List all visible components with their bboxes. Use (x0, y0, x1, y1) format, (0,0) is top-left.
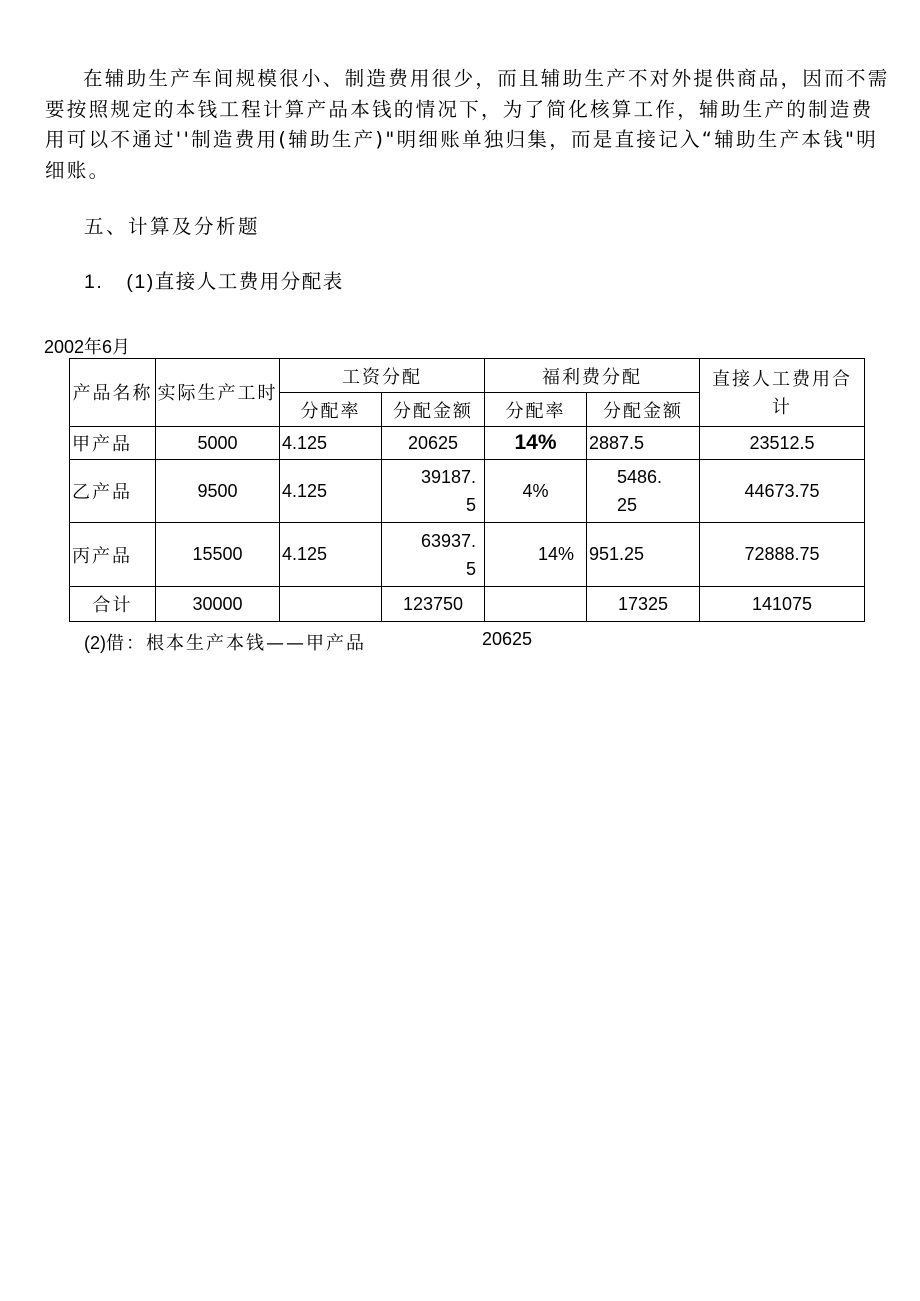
journal-amount: 20625 (482, 629, 533, 649)
question-number: 1. (84, 271, 104, 293)
row-wage-rate: 4.125 (280, 523, 382, 587)
row-welfare-rate: 4% (485, 460, 587, 523)
header-welfare-rate: 分配率 (485, 393, 587, 427)
header-welfare-amount: 分配金额 (587, 393, 700, 427)
header-actual-hours: 实际生产工时 (156, 359, 280, 427)
journal-entry (84, 629, 533, 655)
row-welfare-rate: 14% (485, 523, 587, 587)
table-row (70, 427, 865, 460)
question-part: (1) (126, 271, 155, 293)
row-total: 23512.5 (700, 427, 865, 460)
row-product-name: 甲产品 (70, 427, 156, 460)
total-welfare-amount: 17325 (587, 587, 700, 622)
question-heading (84, 266, 344, 294)
row-wage-rate: 4.125 (280, 427, 382, 460)
header-wage-amount: 分配金额 (382, 393, 485, 427)
total-wage-amount: 123750 (382, 587, 485, 622)
header-total: 直接人工费用合计 (700, 359, 865, 427)
total-grand: 141075 (700, 587, 865, 622)
total-hours: 30000 (156, 587, 280, 622)
question-title: 直接人工费用分配表 (154, 270, 344, 293)
row-wage-rate: 4.125 (280, 460, 382, 523)
row-total: 72888.75 (700, 523, 865, 587)
row-welfare-rate: 14% (485, 427, 587, 460)
row-total: 44673.75 (700, 460, 865, 523)
total-wage-rate-empty (280, 587, 382, 622)
row-wage-amount: 20625 (382, 427, 485, 460)
row-product-name: 乙产品 (70, 460, 156, 523)
table-row (70, 460, 865, 523)
total-label: 合计 (70, 587, 156, 622)
header-product-name: 产品名称 (70, 359, 156, 427)
row-welfare-amount: 951.25 (587, 523, 700, 587)
header-wage-allocation: 工资分配 (280, 359, 485, 393)
header-wage-rate: 分配率 (280, 393, 382, 427)
section-heading: 五、计算及分析题 (84, 215, 261, 238)
row-welfare-amount: 2887.5 (587, 427, 700, 460)
row-product-name: 丙产品 (70, 523, 156, 587)
row-hours: 5000 (156, 427, 280, 460)
table-row (70, 523, 865, 587)
table-date: 2002年6月 (44, 337, 131, 357)
row-wage-amount: 39187.5 (382, 460, 485, 523)
table-total-row (70, 587, 865, 622)
labor-allocation-table (69, 358, 865, 622)
row-wage-amount: 63937.5 (382, 523, 485, 587)
row-hours: 9500 (156, 460, 280, 523)
row-hours: 15500 (156, 523, 280, 587)
total-welfare-rate-empty (485, 587, 587, 622)
journal-part: (2) (84, 633, 106, 653)
row-welfare-amount: 5486.25 (587, 460, 700, 523)
header-welfare-allocation: 福利费分配 (485, 359, 700, 393)
intro-paragraph: 在辅助生产车间规模很小、制造费用很少，而且辅助生产不对外提供商品，因而不需要按照规定的本钱工程计算产品本钱的情况下，为了简化核算工作，辅助生产的制造费用可以不通过''制造费用(辅助生产)"明细账单独归集，而是直接记入“辅助生产本钱"明细账。 (45, 67, 890, 182)
table-header-row (70, 359, 865, 393)
journal-text: 借：根本生产本钱——甲产品 (106, 633, 366, 654)
